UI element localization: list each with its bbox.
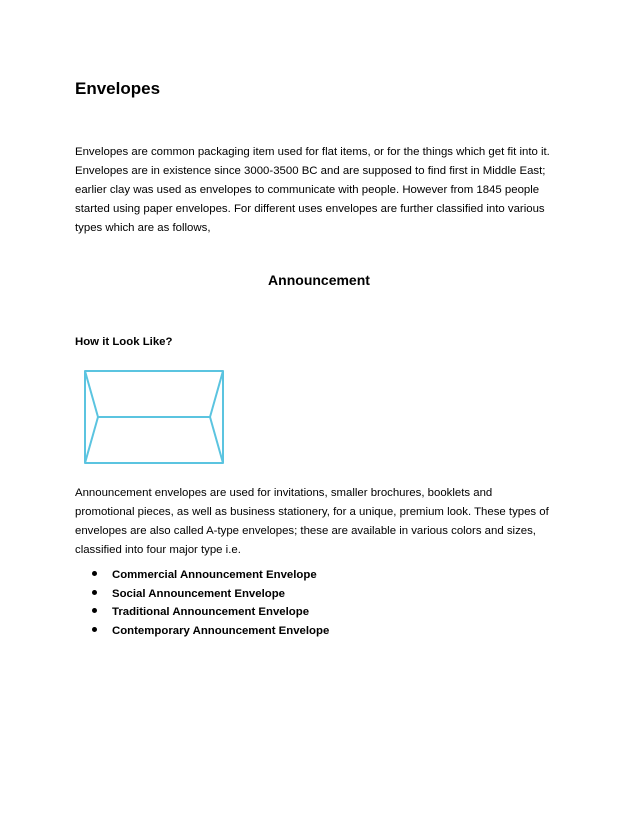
list-item-label: Commercial Announcement Envelope xyxy=(112,569,317,581)
bullet-icon xyxy=(92,571,97,576)
list-item-label: Social Announcement Envelope xyxy=(112,587,286,600)
list-item-label: Traditional Announcement Envelope xyxy=(112,606,310,618)
intro-line: started using paper envelopes. For different uses envelopes are further classified into various xyxy=(75,203,545,215)
envelope-illustration xyxy=(80,367,228,467)
bullet-icon xyxy=(92,590,97,595)
intro-line: types which are as follows, xyxy=(75,222,211,234)
list-item xyxy=(92,585,329,604)
bullet-icon xyxy=(92,608,97,613)
list-item-label: Contemporary Announcement Envelope xyxy=(112,624,330,637)
envelope-bottom-right xyxy=(210,417,223,463)
intro-line: earlier clay was used as envelopes to communicate with people. However from 1845 people xyxy=(75,184,540,196)
page-title: Envelopes xyxy=(75,79,161,98)
intro-line: Envelopes are common packaging item used for flat items, or for the things which get fit into it. xyxy=(75,146,550,158)
body-line: envelopes are also called A-type envelopes; these are available in various colors and sizes, xyxy=(75,525,536,537)
list-item xyxy=(92,603,329,622)
envelope-type-list xyxy=(92,566,329,640)
subheading: How it Look Like? xyxy=(75,336,173,348)
bullet-icon xyxy=(92,627,97,632)
section-title: Announcement xyxy=(268,272,370,288)
list-item xyxy=(92,622,329,641)
envelope-flap xyxy=(85,371,223,417)
body-line: classified into four major type i.e. xyxy=(75,544,241,556)
announcement-paragraph xyxy=(75,484,575,560)
intro-paragraph xyxy=(75,143,575,238)
body-line: promotional pieces, as well as business stationery, for a unique, premium look. These types of xyxy=(75,506,549,518)
body-line: Announcement envelopes are used for invitations, smaller brochures, booklets and xyxy=(75,487,493,499)
intro-line: Envelopes are in existence since 3000-3500 BC and are supposed to find first in Middle East; xyxy=(75,165,546,177)
envelope-bottom-left xyxy=(85,417,98,463)
list-item xyxy=(92,566,329,585)
